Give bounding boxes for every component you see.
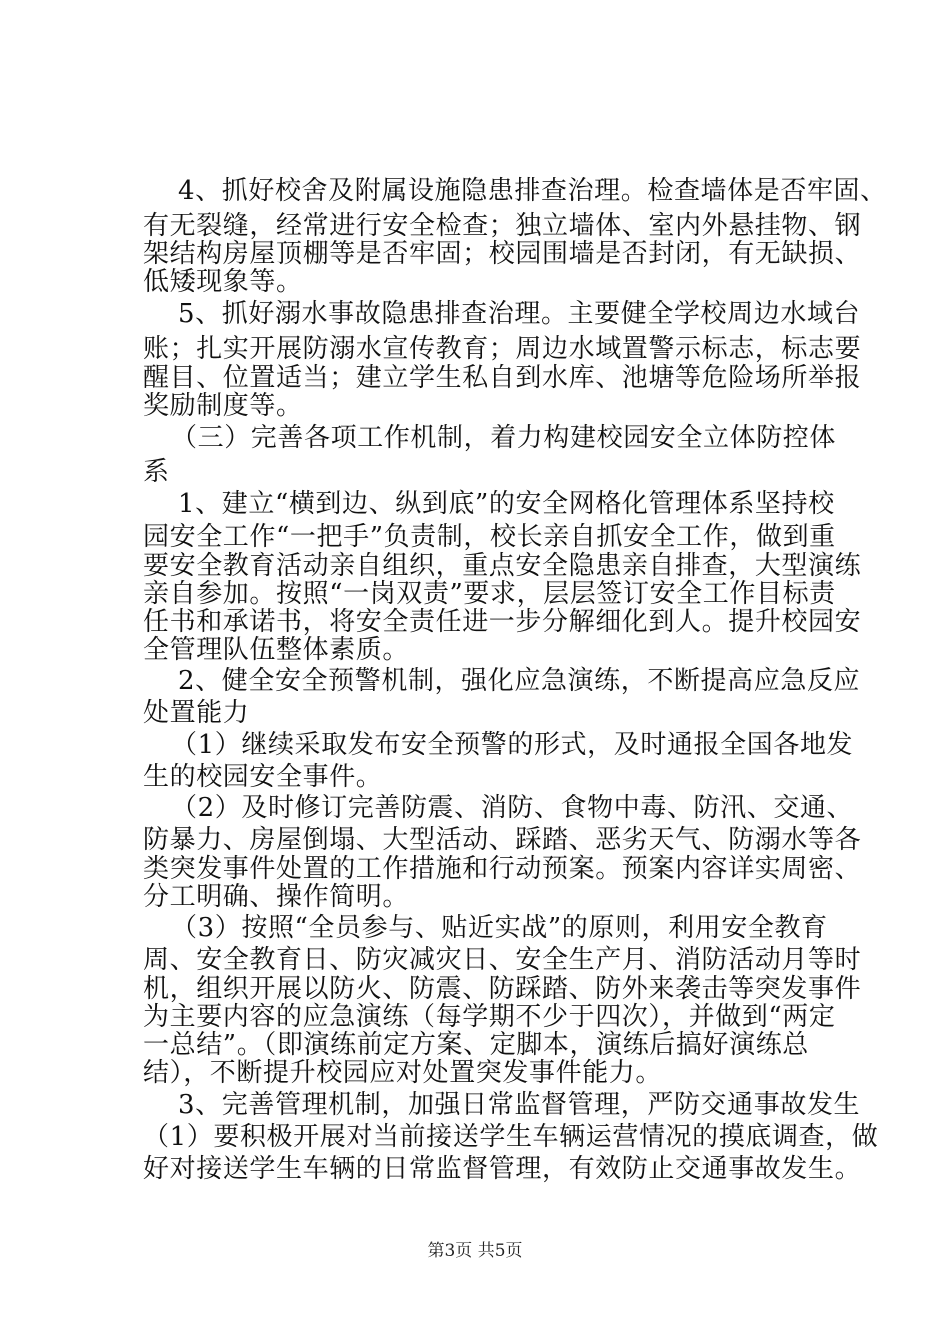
text-line: 4、抓好校舍及附属设施隐患排查治理。检查墙体是否牢固、	[178, 176, 887, 206]
text-line: 处置能力	[143, 698, 250, 728]
text-line: 生的校园安全事件。	[143, 762, 383, 792]
text-line: 亲自参加。按照“一岗双责”要求，层层签订安全工作目标责	[143, 579, 836, 609]
text-line: 一总结”。（即演练前定方案、定脚本，演练后搞好演练总	[143, 1030, 809, 1060]
text-line: 低矮现象等。	[143, 267, 303, 297]
text-line: 全管理队伍整体素质。	[143, 635, 410, 665]
text-line: 结），不断提升校园应对处置突发事件能力。	[143, 1058, 663, 1088]
text-line: （3）按照“全员参与、贴近实战”的原则，利用安全教育	[171, 913, 828, 943]
text-line: 类突发事件处置的工作措施和行动预案。预案内容详实周密、	[143, 854, 862, 884]
text-line: 防暴力、房屋倒塌、大型活动、踩踏、恶劣天气、防溺水等各	[143, 825, 862, 855]
text-line: 好对接送学生车辆的日常监督管理，有效防止交通事故发生。	[143, 1154, 862, 1184]
text-line: 2、健全安全预警机制，强化应急演练，不断提高应急反应	[178, 666, 861, 696]
text-line: 账；扎实开展防溺水宣传教育；周边水域置警示标志，标志要	[143, 334, 862, 364]
section-heading: 系	[143, 457, 170, 487]
text-line: 有无裂缝，经常进行安全检查；独立墙体、室内外悬挂物、钢	[143, 211, 862, 241]
text-line: 3、完善管理机制，加强日常监督管理，严防交通事故发生	[178, 1090, 861, 1120]
text-line: 任书和承诺书，将安全责任进一步分解细化到人。提升校园安	[143, 607, 862, 637]
text-line: （1）继续采取发布安全预警的形式，及时通报全国各地发	[171, 730, 854, 760]
text-line: 1、建立“横到边、纵到底”的安全网格化管理体系坚持校	[178, 489, 835, 519]
text-line: 5、抓好溺水事故隐患排查治理。主要健全学校周边水域台	[178, 299, 861, 329]
text-line: 园安全工作“一把手”负责制，校长亲自抓安全工作，做到重	[143, 522, 836, 552]
text-line: （2）及时修订完善防震、消防、食物中毒、防汛、交通、	[171, 793, 854, 823]
text-line: 周、安全教育日、防灾减灾日、安全生产月、消防活动月等时	[143, 945, 862, 975]
text-line: 为主要内容的应急演练（每学期不少于四次），并做到“两定	[143, 1002, 836, 1032]
section-heading: （三）完善各项工作机制，着力构建校园安全立体防控体	[171, 423, 837, 453]
text-line: 要安全教育活动亲自组织，重点安全隐患亲自排查，大型演练	[143, 551, 862, 581]
page-number-footer: 第3页 共5页	[427, 1241, 523, 1261]
text-line: 奖励制度等。	[143, 391, 303, 421]
text-line: 机，组织开展以防火、防震、防踩踏、防外来袭击等突发事件	[143, 974, 862, 1004]
text-line: 架结构房屋顶棚等是否牢固；校园围墙是否封闭，有无缺损、	[143, 239, 862, 269]
text-line: （1）要积极开展对当前接送学生车辆运营情况的摸底调查，做	[143, 1122, 879, 1152]
text-line: 分工明确、操作简明。	[143, 882, 410, 912]
text-line: 醒目、位置适当；建立学生私自到水库、池塘等危险场所举报	[143, 363, 862, 393]
